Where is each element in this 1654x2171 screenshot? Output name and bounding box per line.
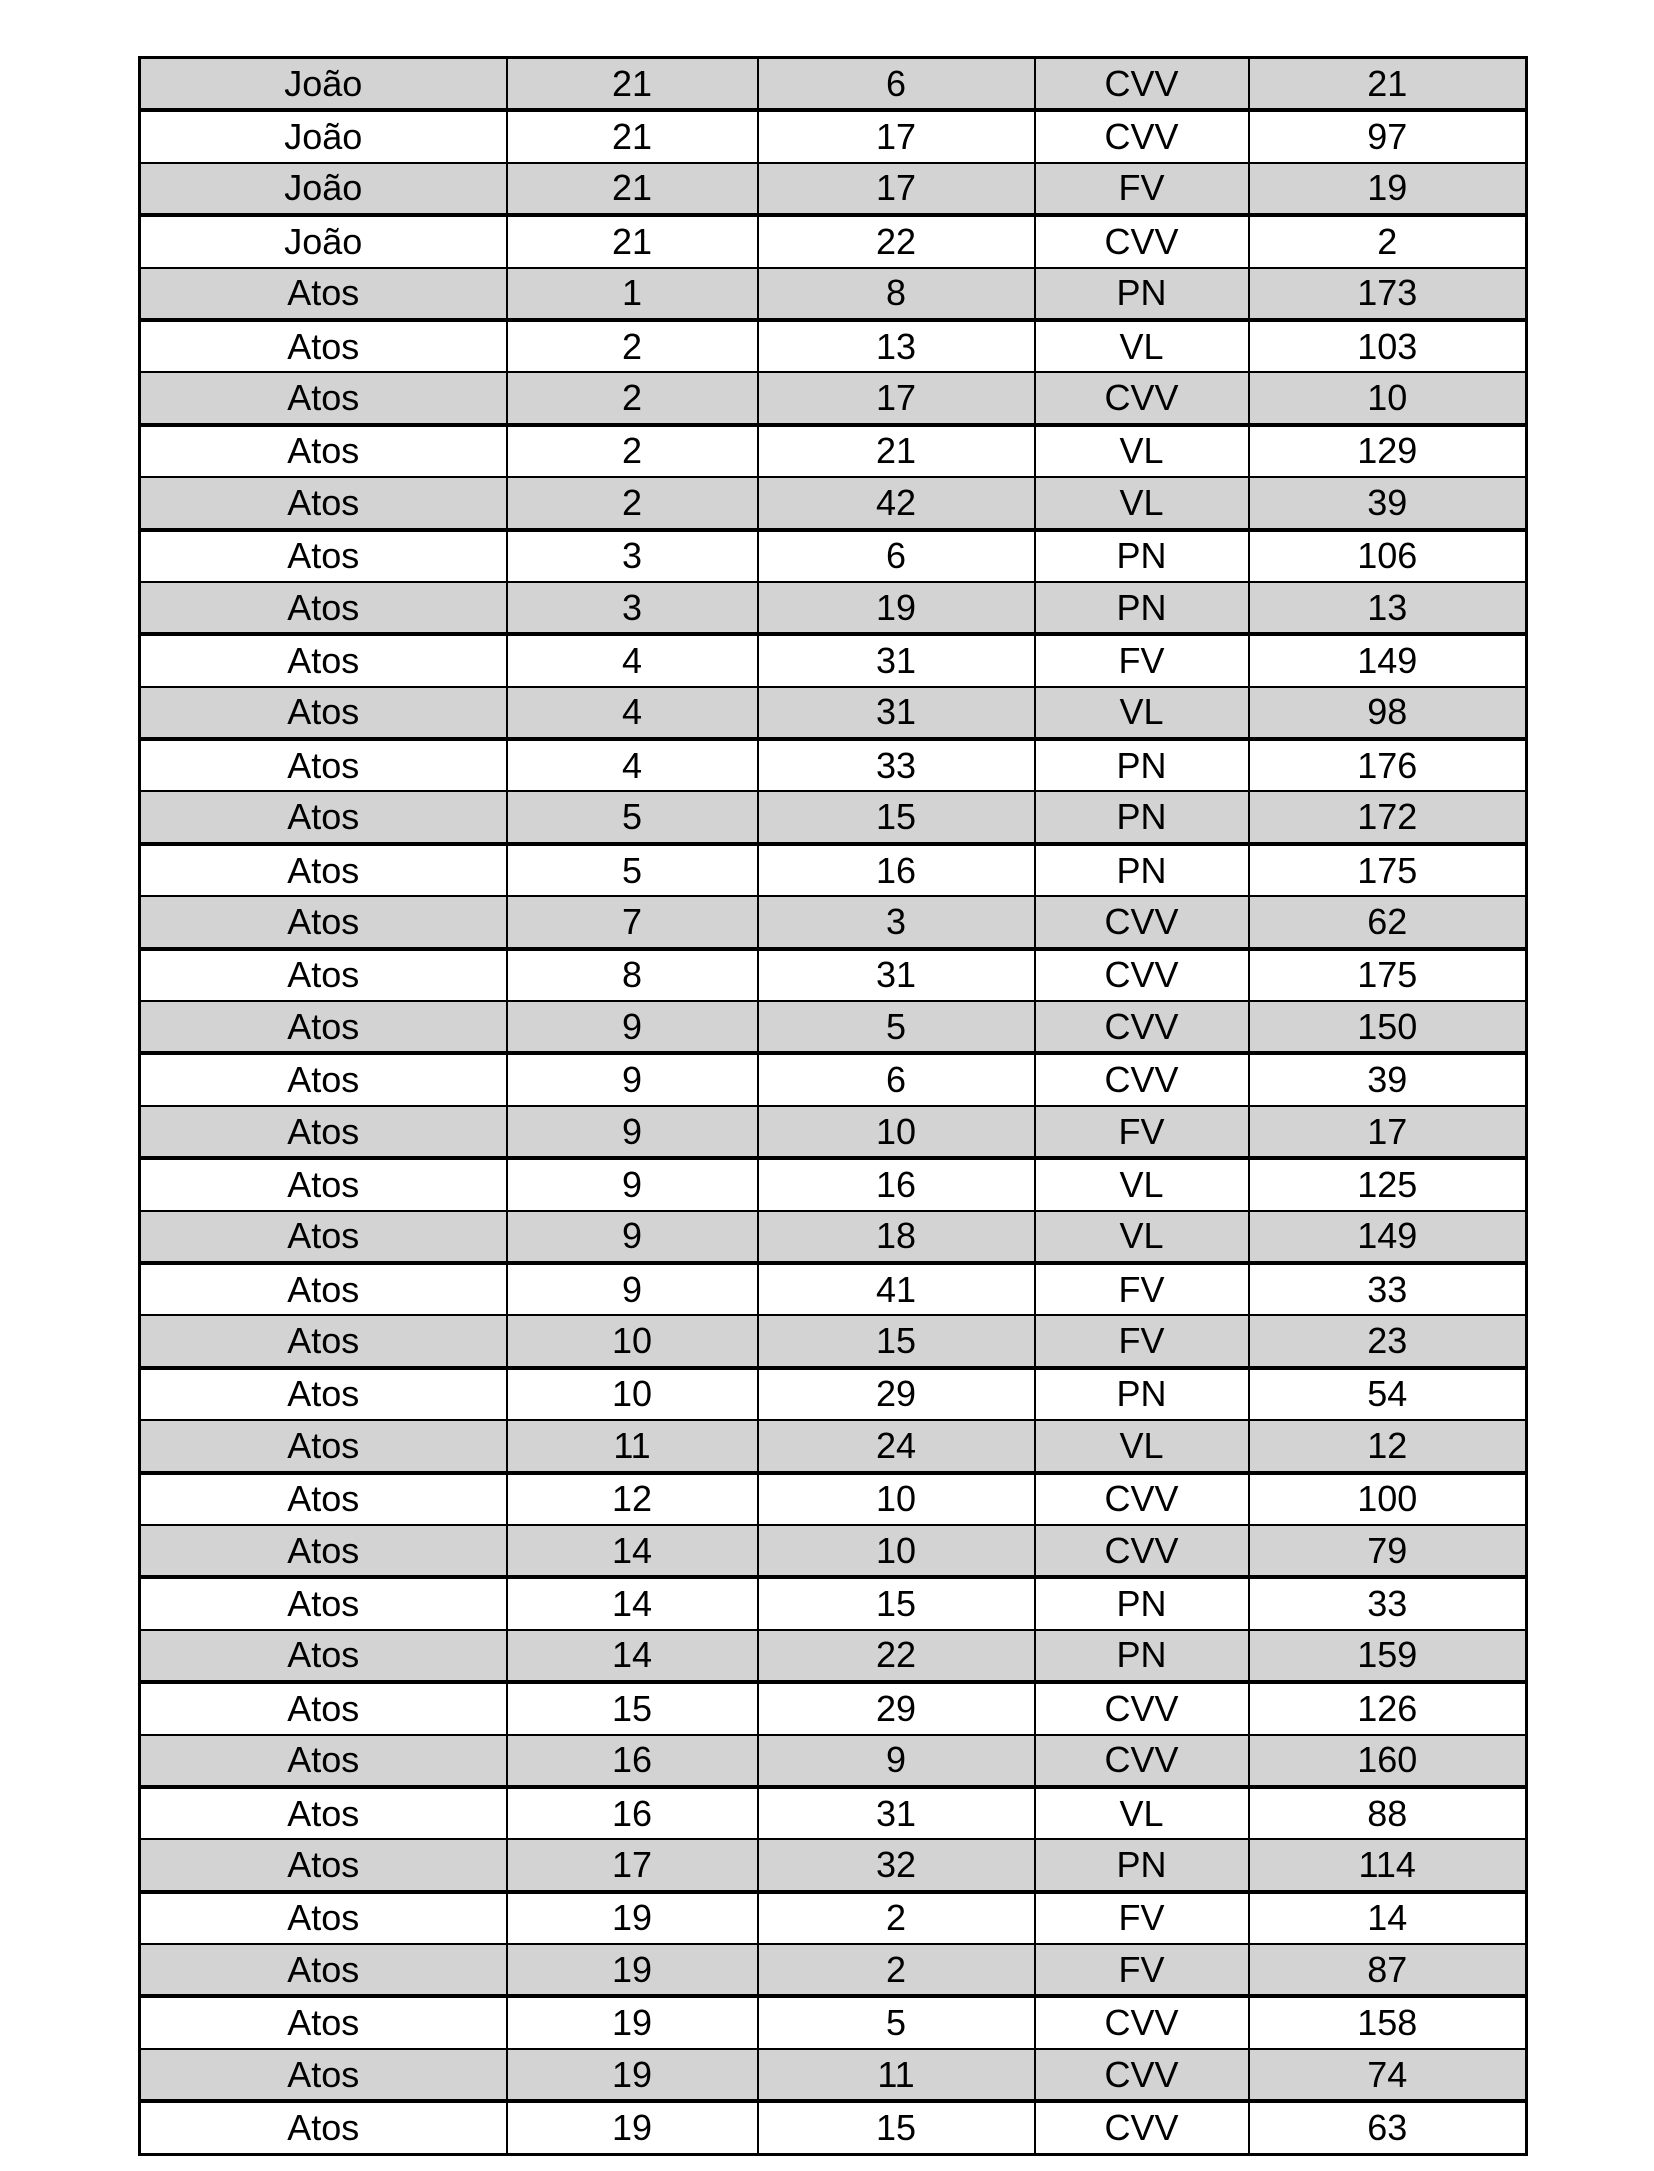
cell-verse: 17 [758, 372, 1035, 424]
cell-verse: 16 [758, 844, 1035, 896]
cell-verse: 3 [758, 896, 1035, 948]
cell-code: CVV [1035, 1735, 1249, 1787]
cell-verse: 24 [758, 1420, 1035, 1472]
cell-book: Atos [140, 530, 507, 582]
table-row [140, 1577, 1527, 1629]
cell-verse: 15 [758, 791, 1035, 843]
cell-verse: 22 [758, 215, 1035, 267]
cell-book: João [140, 58, 507, 111]
cell-chapter: 11 [507, 1420, 758, 1472]
cell-value: 176 [1249, 739, 1527, 791]
cell-chapter: 2 [507, 320, 758, 372]
cell-value: 21 [1249, 58, 1527, 111]
cell-book: Atos [140, 687, 507, 739]
table-row [140, 844, 1527, 896]
cell-code: CVV [1035, 1053, 1249, 1105]
cell-chapter: 14 [507, 1630, 758, 1682]
cell-code: CVV [1035, 1996, 1249, 2048]
cell-verse: 42 [758, 477, 1035, 529]
cell-code: PN [1035, 791, 1249, 843]
table-row [140, 896, 1527, 948]
cell-verse: 33 [758, 739, 1035, 791]
table-row [140, 1839, 1527, 1891]
table-row [140, 739, 1527, 791]
cell-chapter: 21 [507, 163, 758, 215]
cell-chapter: 21 [507, 215, 758, 267]
cell-value: 150 [1249, 1001, 1527, 1053]
table-row [140, 1368, 1527, 1420]
cell-chapter: 8 [507, 949, 758, 1001]
table-row [140, 320, 1527, 372]
table-row [140, 268, 1527, 320]
cell-code: VL [1035, 1420, 1249, 1472]
cell-code: FV [1035, 1106, 1249, 1158]
cell-code: PN [1035, 268, 1249, 320]
cell-verse: 10 [758, 1106, 1035, 1158]
cell-book: Atos [140, 320, 507, 372]
cell-verse: 31 [758, 634, 1035, 686]
cell-verse: 2 [758, 1944, 1035, 1996]
cell-value: 175 [1249, 949, 1527, 1001]
cell-chapter: 4 [507, 687, 758, 739]
cell-verse: 5 [758, 1996, 1035, 2048]
cell-code: CVV [1035, 110, 1249, 162]
cell-verse: 13 [758, 320, 1035, 372]
cell-value: 103 [1249, 320, 1527, 372]
cell-book: Atos [140, 1420, 507, 1472]
cell-value: 74 [1249, 2049, 1527, 2101]
cell-book: Atos [140, 1525, 507, 1577]
cell-chapter: 17 [507, 1839, 758, 1891]
cell-code: PN [1035, 1839, 1249, 1891]
cell-verse: 9 [758, 1735, 1035, 1787]
table-row [140, 477, 1527, 529]
cell-value: 33 [1249, 1263, 1527, 1315]
cell-book: Atos [140, 1682, 507, 1734]
cell-book: Atos [140, 739, 507, 791]
cell-verse: 11 [758, 2049, 1035, 2101]
cell-verse: 10 [758, 1525, 1035, 1577]
cell-code: CVV [1035, 1525, 1249, 1577]
cell-value: 172 [1249, 791, 1527, 843]
cell-verse: 29 [758, 1368, 1035, 1420]
cell-verse: 31 [758, 687, 1035, 739]
cell-value: 10 [1249, 372, 1527, 424]
table-row [140, 2049, 1527, 2101]
cell-chapter: 9 [507, 1263, 758, 1315]
cell-code: CVV [1035, 896, 1249, 948]
cell-value: 79 [1249, 1525, 1527, 1577]
cell-book: Atos [140, 1996, 507, 2048]
cell-value: 158 [1249, 1996, 1527, 2048]
cell-chapter: 5 [507, 844, 758, 896]
cell-book: Atos [140, 1787, 507, 1839]
table-row [140, 1473, 1527, 1525]
cell-book: Atos [140, 1315, 507, 1367]
cell-code: PN [1035, 739, 1249, 791]
cell-book: Atos [140, 425, 507, 477]
cell-verse: 21 [758, 425, 1035, 477]
cell-chapter: 16 [507, 1787, 758, 1839]
cell-verse: 6 [758, 530, 1035, 582]
cell-chapter: 2 [507, 372, 758, 424]
cell-chapter: 10 [507, 1368, 758, 1420]
table-row [140, 1420, 1527, 1472]
table-row [140, 425, 1527, 477]
cell-book: Atos [140, 268, 507, 320]
cell-book: Atos [140, 844, 507, 896]
cell-book: Atos [140, 634, 507, 686]
table-row [140, 1263, 1527, 1315]
cell-verse: 10 [758, 1473, 1035, 1525]
cell-chapter: 21 [507, 110, 758, 162]
cell-value: 87 [1249, 1944, 1527, 1996]
cell-verse: 17 [758, 110, 1035, 162]
table-row [140, 1158, 1527, 1210]
cell-book: Atos [140, 1368, 507, 1420]
cell-chapter: 14 [507, 1525, 758, 1577]
cell-value: 160 [1249, 1735, 1527, 1787]
cell-value: 159 [1249, 1630, 1527, 1682]
cell-verse: 16 [758, 1158, 1035, 1210]
table-row [140, 163, 1527, 215]
cell-book: Atos [140, 2101, 507, 2154]
cell-verse: 19 [758, 582, 1035, 634]
table-row [140, 530, 1527, 582]
cell-code: CVV [1035, 2049, 1249, 2101]
cell-chapter: 19 [507, 1996, 758, 2048]
cell-chapter: 4 [507, 739, 758, 791]
cell-value: 173 [1249, 268, 1527, 320]
cell-value: 126 [1249, 1682, 1527, 1734]
cell-chapter: 2 [507, 477, 758, 529]
cell-code: VL [1035, 320, 1249, 372]
table-row [140, 1735, 1527, 1787]
cell-verse: 15 [758, 1315, 1035, 1367]
table-row [140, 1892, 1527, 1944]
cell-value: 114 [1249, 1839, 1527, 1891]
cell-code: CVV [1035, 58, 1249, 111]
cell-verse: 2 [758, 1892, 1035, 1944]
cell-chapter: 12 [507, 1473, 758, 1525]
cell-value: 17 [1249, 1106, 1527, 1158]
cell-value: 88 [1249, 1787, 1527, 1839]
cell-book: Atos [140, 1211, 507, 1263]
cell-chapter: 3 [507, 582, 758, 634]
cell-value: 97 [1249, 110, 1527, 162]
table-row [140, 1682, 1527, 1734]
cell-chapter: 7 [507, 896, 758, 948]
cell-verse: 17 [758, 163, 1035, 215]
table-row [140, 372, 1527, 424]
cell-code: CVV [1035, 372, 1249, 424]
table-row [140, 791, 1527, 843]
cell-value: 23 [1249, 1315, 1527, 1367]
table-row [140, 1944, 1527, 1996]
table-row [140, 1211, 1527, 1263]
cell-book: Atos [140, 582, 507, 634]
cell-value: 100 [1249, 1473, 1527, 1525]
table-container [138, 56, 1528, 2156]
cell-book: Atos [140, 791, 507, 843]
cell-book: Atos [140, 1735, 507, 1787]
cell-verse: 29 [758, 1682, 1035, 1734]
cell-chapter: 19 [507, 1944, 758, 1996]
table-row [140, 110, 1527, 162]
cell-chapter: 16 [507, 1735, 758, 1787]
cell-book: Atos [140, 1577, 507, 1629]
cell-value: 33 [1249, 1577, 1527, 1629]
cell-code: VL [1035, 1211, 1249, 1263]
cell-value: 54 [1249, 1368, 1527, 1420]
cell-code: PN [1035, 1368, 1249, 1420]
cell-code: PN [1035, 1577, 1249, 1629]
cell-value: 125 [1249, 1158, 1527, 1210]
cell-code: PN [1035, 844, 1249, 896]
cell-code: FV [1035, 1892, 1249, 1944]
cell-chapter: 3 [507, 530, 758, 582]
cell-book: Atos [140, 1892, 507, 1944]
cell-verse: 31 [758, 949, 1035, 1001]
table-row [140, 949, 1527, 1001]
table-row [140, 1001, 1527, 1053]
cell-chapter: 1 [507, 268, 758, 320]
cell-code: VL [1035, 425, 1249, 477]
cell-value: 175 [1249, 844, 1527, 896]
cell-book: Atos [140, 1630, 507, 1682]
cell-verse: 8 [758, 268, 1035, 320]
cell-code: FV [1035, 1315, 1249, 1367]
cell-code: FV [1035, 163, 1249, 215]
cell-book: Atos [140, 1944, 507, 1996]
cell-book: João [140, 215, 507, 267]
cell-chapter: 15 [507, 1682, 758, 1734]
cell-value: 63 [1249, 2101, 1527, 2154]
table-row [140, 1630, 1527, 1682]
cell-code: PN [1035, 530, 1249, 582]
cell-book: Atos [140, 949, 507, 1001]
cell-chapter: 9 [507, 1053, 758, 1105]
cell-book: Atos [140, 477, 507, 529]
cell-verse: 31 [758, 1787, 1035, 1839]
cell-chapter: 21 [507, 58, 758, 111]
cell-book: Atos [140, 1839, 507, 1891]
cell-code: VL [1035, 687, 1249, 739]
cell-code: FV [1035, 634, 1249, 686]
cell-verse: 6 [758, 1053, 1035, 1105]
cell-book: João [140, 163, 507, 215]
cell-book: João [140, 110, 507, 162]
cell-verse: 18 [758, 1211, 1035, 1263]
cell-code: VL [1035, 1787, 1249, 1839]
cell-verse: 32 [758, 1839, 1035, 1891]
cell-book: Atos [140, 1001, 507, 1053]
cell-code: VL [1035, 1158, 1249, 1210]
cell-value: 13 [1249, 582, 1527, 634]
cell-book: Atos [140, 1106, 507, 1158]
cell-book: Atos [140, 2049, 507, 2101]
table-row [140, 634, 1527, 686]
cell-value: 39 [1249, 477, 1527, 529]
table-row [140, 2101, 1527, 2154]
cell-value: 14 [1249, 1892, 1527, 1944]
cell-code: FV [1035, 1263, 1249, 1315]
table-row [140, 687, 1527, 739]
cell-chapter: 19 [507, 1892, 758, 1944]
cell-code: FV [1035, 1944, 1249, 1996]
table-row [140, 582, 1527, 634]
cell-book: Atos [140, 1158, 507, 1210]
cell-chapter: 19 [507, 2049, 758, 2101]
cell-chapter: 9 [507, 1106, 758, 1158]
cell-chapter: 19 [507, 2101, 758, 2154]
cell-verse: 5 [758, 1001, 1035, 1053]
cell-value: 129 [1249, 425, 1527, 477]
cell-code: CVV [1035, 1682, 1249, 1734]
cell-value: 106 [1249, 530, 1527, 582]
cell-value: 149 [1249, 1211, 1527, 1263]
cell-code: CVV [1035, 2101, 1249, 2154]
cell-value: 149 [1249, 634, 1527, 686]
cell-book: Atos [140, 372, 507, 424]
table-row [140, 1525, 1527, 1577]
cell-value: 19 [1249, 163, 1527, 215]
cell-code: PN [1035, 1630, 1249, 1682]
table-row [140, 1996, 1527, 2048]
cell-code: PN [1035, 582, 1249, 634]
scripture-reference-table [138, 56, 1528, 2156]
table-row [140, 1053, 1527, 1105]
cell-book: Atos [140, 1263, 507, 1315]
cell-chapter: 5 [507, 791, 758, 843]
cell-value: 2 [1249, 215, 1527, 267]
cell-verse: 15 [758, 2101, 1035, 2154]
cell-book: Atos [140, 1053, 507, 1105]
cell-book: Atos [140, 1473, 507, 1525]
cell-chapter: 9 [507, 1158, 758, 1210]
cell-book: Atos [140, 896, 507, 948]
cell-code: CVV [1035, 1001, 1249, 1053]
table-row [140, 1106, 1527, 1158]
cell-value: 62 [1249, 896, 1527, 948]
table-row [140, 215, 1527, 267]
cell-value: 98 [1249, 687, 1527, 739]
cell-verse: 6 [758, 58, 1035, 111]
table-row [140, 1315, 1527, 1367]
cell-verse: 41 [758, 1263, 1035, 1315]
cell-chapter: 4 [507, 634, 758, 686]
cell-verse: 15 [758, 1577, 1035, 1629]
cell-code: CVV [1035, 949, 1249, 1001]
table-body [140, 58, 1527, 2155]
cell-chapter: 10 [507, 1315, 758, 1367]
cell-value: 39 [1249, 1053, 1527, 1105]
cell-code: VL [1035, 477, 1249, 529]
cell-code: CVV [1035, 215, 1249, 267]
table-row [140, 1787, 1527, 1839]
cell-chapter: 9 [507, 1211, 758, 1263]
table-row [140, 58, 1527, 111]
cell-code: CVV [1035, 1473, 1249, 1525]
cell-chapter: 14 [507, 1577, 758, 1629]
cell-chapter: 2 [507, 425, 758, 477]
cell-value: 12 [1249, 1420, 1527, 1472]
cell-chapter: 9 [507, 1001, 758, 1053]
cell-verse: 22 [758, 1630, 1035, 1682]
